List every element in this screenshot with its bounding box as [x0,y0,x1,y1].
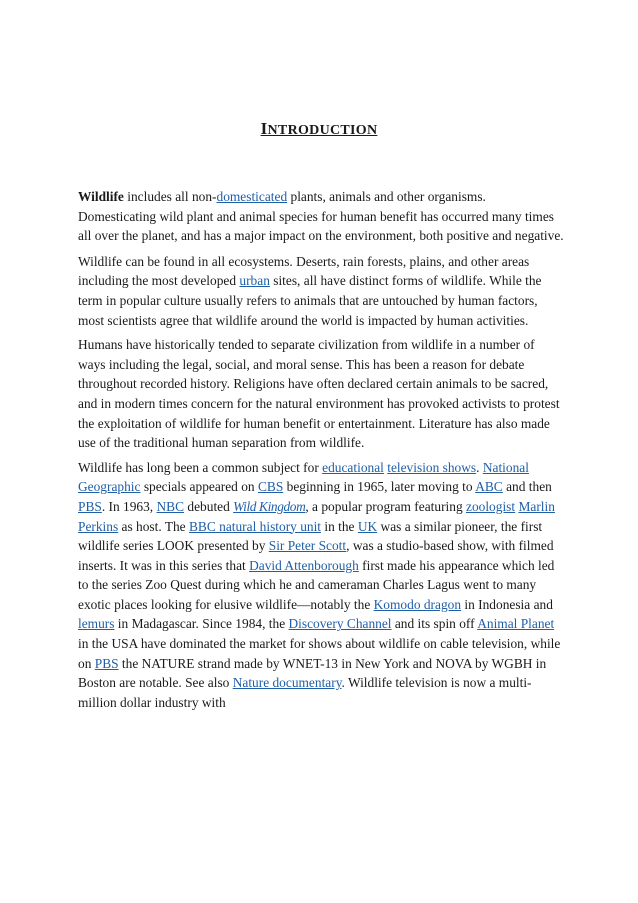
title-rest: NTRODUCTION [267,123,378,138]
text-run: , a popular program featuring [305,498,466,514]
article-body [78,187,564,717]
text-run: was a similar pioneer, the first wildlife series LOOK presented by [78,518,543,554]
paragraph-television [78,458,564,713]
text-run: includes all non- [123,189,217,204]
link-cbs[interactable]: CBS [257,479,284,495]
text-run: first made his appearance which led to the series Zoo Quest during which he and cameraman Charles Lagus went to many exotic places looking for elusive wildlife—notably the [78,557,555,612]
text-run: the NATURE strand made by WNET-13 in New York and NOVA by WGBH in Boston are notable. See also [78,655,547,691]
text-run: specials appeared on [140,479,258,495]
bold-term-wildlife: Wildlife [78,189,124,204]
link-zoologist[interactable]: zoologist [466,498,516,514]
text-run: Wildlife has long been a common subject for [78,459,323,475]
text-run: debuted [184,498,234,514]
link-komodo-dragon[interactable]: Komodo dragon [373,596,462,612]
link-sir-peter-scott[interactable]: Sir Peter Scott [268,538,347,554]
link-animal-planet[interactable]: Animal Planet [477,616,555,632]
link-pbs-2[interactable]: PBS [94,655,119,671]
text-run: plants, animals and other organisms. Domesticating wild plant and animal species for human benefit has occurred many times all over the planet, and has a major impact on the environment, both positive and negative. [78,189,564,244]
text-run: in Madagascar. Since 1984, the [114,616,289,632]
link-abc[interactable]: ABC [475,479,503,495]
text-run: as host. The [118,518,189,534]
text-run: and its spin off [391,616,478,632]
link-national-geographic[interactable]: National Geographic [78,459,529,495]
link-discovery-channel[interactable]: Discovery Channel [288,616,392,632]
paragraph-ecosystems [78,252,564,330]
link-nature-documentary[interactable]: Nature documentary [232,675,342,691]
text-run: Humans have historically tended to separate civilization from wildlife in a number of ways including the legal, social, and moral sense. This has been a reason for debate throughout recorded history. Religions have often declared certain animals to be sacred, and in modern times concern for the natural environment has provoked activists to protest the exploitation of wildlife for human benefit or entertainment. Literature has also made use of the traditional human separation from wildlife. [78,337,560,451]
text-run: in the [321,518,358,534]
link-pbs[interactable]: PBS [78,498,102,514]
link-nbc[interactable]: NBC [156,498,185,514]
link-television-shows[interactable]: television shows [387,459,477,475]
page-title [0,119,638,139]
text-run: . [476,459,483,475]
link-urban[interactable]: urban [239,273,270,289]
link-domesticated[interactable]: domesticated [216,189,288,204]
text-run: in Indonesia and [461,596,553,612]
text-run: beginning in 1965, later moving to [283,479,476,495]
link-lemurs[interactable]: lemurs [78,616,115,632]
link-wild-kingdom[interactable]: Wild Kingdom [233,498,306,514]
link-david-attenborough[interactable]: David Attenborough [249,557,359,573]
text-run: and then [502,479,552,495]
paragraph-civilization [78,335,564,453]
link-bbc-natural-history-unit[interactable]: BBC natural history unit [188,518,322,534]
text-run: sites, all have distinct forms of wildlife. While the term in popular culture usually refers to animals that are untouched by human factors, most scientists agree that wildlife around the world is impacted by human activities. [78,273,542,328]
text-run: . Wildlife television is now a multi-million dollar industry with [78,675,532,710]
text-run: . In 1963, [101,498,157,514]
link-marlin-perkins[interactable]: Marlin Perkins [78,498,555,534]
text-run: , was a studio-based show, with filmed inserts. It was in this series that [78,538,554,573]
text-run: Wildlife can be found in all ecosystems. Deserts, rain forests, plains, and other areas including the most developed [78,253,530,289]
link-uk[interactable]: UK [357,518,378,534]
text-run: in the USA have dominated the market for shows about wildlife on cable television, while on [78,636,561,671]
title-initial: I [260,119,268,138]
link-educational[interactable]: educational [322,459,384,475]
paragraph-definition [78,187,564,246]
